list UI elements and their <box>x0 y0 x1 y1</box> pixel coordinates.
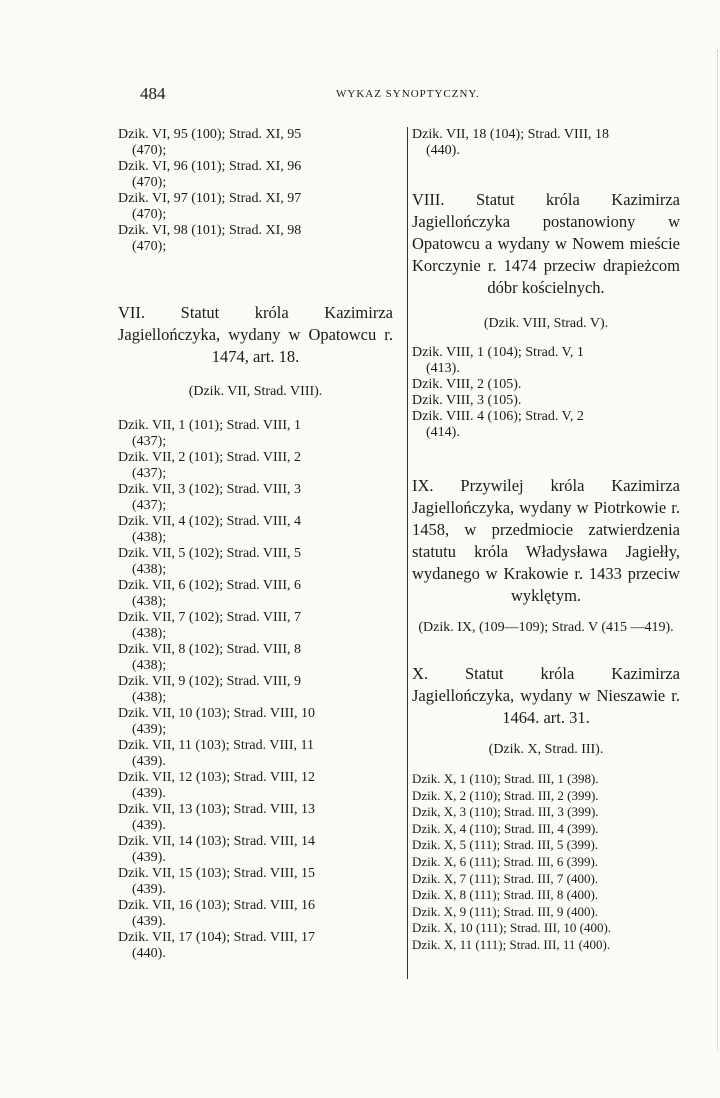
list-item: Dzik. VII, 17 (104); Strad. VIII, 17 (440). <box>118 930 316 961</box>
scan-margin <box>707 50 718 1050</box>
list-item: Dzik. X, 10 (111); Strad. III, 10 (400). <box>412 920 612 936</box>
list-item: Dzik. X, 2 (110); Strad. III, 2 (399). <box>412 787 599 803</box>
list-item: Dzik. VIII. 4 (106); Strad. V, 2 (414). <box>412 409 584 440</box>
list-item: Dzik. VII, 5 (102); Strad. VIII, 5 (438); <box>118 546 302 577</box>
page-number: 484 <box>140 84 166 103</box>
list-item: Dzik. VII, 7 (102); Strad. VIII, 7 (438); <box>118 610 302 641</box>
list-item: Dzik. X, 11 (111); Strad. III, 11 (400). <box>412 936 611 952</box>
list-item: Dzik. VII, 1 (101); Strad. VIII, 1 (437); <box>118 418 302 449</box>
list-item: Dzik. VIII, 3 (105). <box>412 393 522 408</box>
right-column <box>412 127 680 954</box>
list-item: Dzik. VII, 2 (101); Strad. VIII, 2 (437); <box>118 450 302 481</box>
list-item: Dzik. VII, 4 (102); Strad. VIII, 4 (438); <box>118 514 302 545</box>
list-item: Dzik. VII, 10 (103); Strad. VIII, 10 (439); <box>118 706 316 737</box>
list-item: Dzik. X, 6 (111); Strad. III, 6 (399). <box>412 853 599 869</box>
list-item: Dzik. VI, 98 (101); Strad. XI, 98 (470); <box>118 223 302 254</box>
list-item: Dzik. VII, 18 (104); Strad. VIII, 18 (440). <box>412 127 610 158</box>
entry-list-top <box>118 127 393 255</box>
list-item: Dzik. X, 1 (110); Strad. III, 1 (398). <box>412 771 599 786</box>
list-item: Dzik, X, 3 (110); Strad. III, 3 (399). <box>412 804 599 820</box>
section-source-ix: (Dzik. IX, (109—109); Strad. V (415 —419). <box>418 620 674 635</box>
list-item: Dzik. VII, 14 (103); Strad. VIII, 14 (439). <box>118 834 316 865</box>
section-heading-viii: VIII. Statut króla Kazimirza Jagiellończyka postanowiony w Opatowcu a wydany w Nowem mieście Korczynie r. 1474 przeciw drapieżcom dóbr kościelnych. <box>412 190 680 297</box>
list-item: Dzik. VII, 9 (102); Strad. VIII, 9 (438); <box>118 674 302 705</box>
list-item: Dzik. X, 9 (111); Strad. III, 9 (400). <box>412 903 599 919</box>
list-item: Dzik. VII, 3 (102); Strad. VIII, 3 (437); <box>118 482 302 513</box>
list-item: Dzik. VII, 12 (103); Strad. VIII, 12 (439). <box>118 770 316 801</box>
list-item: Dzik. X, 5 (111); Strad. III, 5 (399). <box>412 837 599 853</box>
list-item: Dzik. X, 7 (111); Strad. III, 7 (400). <box>412 870 599 886</box>
list-item: Dzik. VII, 11 (103); Strad. VIII, 11 (439). <box>118 738 314 769</box>
entry-list-viii <box>412 345 680 441</box>
column-divider <box>407 127 408 979</box>
list-item: Dzik. VII, 8 (102); Strad. VIII, 8 (438); <box>118 642 302 673</box>
list-item: Dzik. VII, 13 (103); Strad. VIII, 13 (439). <box>118 802 316 833</box>
list-item: Dzik. VII, 6 (102); Strad. VIII, 6 (438); <box>118 578 302 609</box>
list-item: Dzik. VI, 96 (101); Strad. XI, 96 (470); <box>118 159 302 190</box>
section-source-vii: (Dzik. VII, Strad. VIII). <box>188 384 323 399</box>
list-item: Dzik. VI, 97 (101); Strad. XI, 97 (470); <box>118 191 302 222</box>
section-heading-vii: VII. Statut króla Kazimirza Jagiellończyka, wydany w Opatowcu r. 1474, art. 18. <box>118 303 393 366</box>
entry-list-x <box>412 771 680 954</box>
left-column <box>118 127 393 962</box>
list-item: Dzik. VII, 16 (103); Strad. VIII, 16 (439). <box>118 898 316 929</box>
list-item: Dzik. X, 8 (111); Strad. III, 8 (400). <box>412 887 599 903</box>
section-heading-ix: IX. Przywilej króla Kazimirza Jagiellończyka, wydany w Piotrkowie r. 1458, w przedmiocie zatwierdzenia statutu króla Władysława Jagiełły, wydanego w Krakowie r. 1433 przeciw wyklętym. <box>412 476 680 605</box>
list-item: Dzik. VIII, 1 (104); Strad. V, 1 (413). <box>412 345 584 376</box>
entry-list-vii <box>118 418 393 962</box>
section-source-x: (Dzik. X, Strad. III). <box>488 742 604 757</box>
list-item: Dzik. VIII, 2 (105). <box>412 377 522 392</box>
list-item: Dzik. VII, 15 (103); Strad. VIII, 15 (439). <box>118 866 316 897</box>
section-source-viii: (Dzik. VIII, Strad. V). <box>483 316 609 331</box>
list-item: Dzik. X, 4 (110); Strad. III, 4 (399). <box>412 820 599 836</box>
list-item: Dzik. VI, 95 (100); Strad. XI, 95 (470); <box>118 127 302 158</box>
section-heading-x: X. Statut króla Kazimirza Jagiellończyka, wydany w Nieszawie r. 1464. art. 31. <box>412 664 680 727</box>
page-header <box>140 84 660 108</box>
running-title: WYKAZ SYNOPTYCZNY. <box>336 88 480 100</box>
